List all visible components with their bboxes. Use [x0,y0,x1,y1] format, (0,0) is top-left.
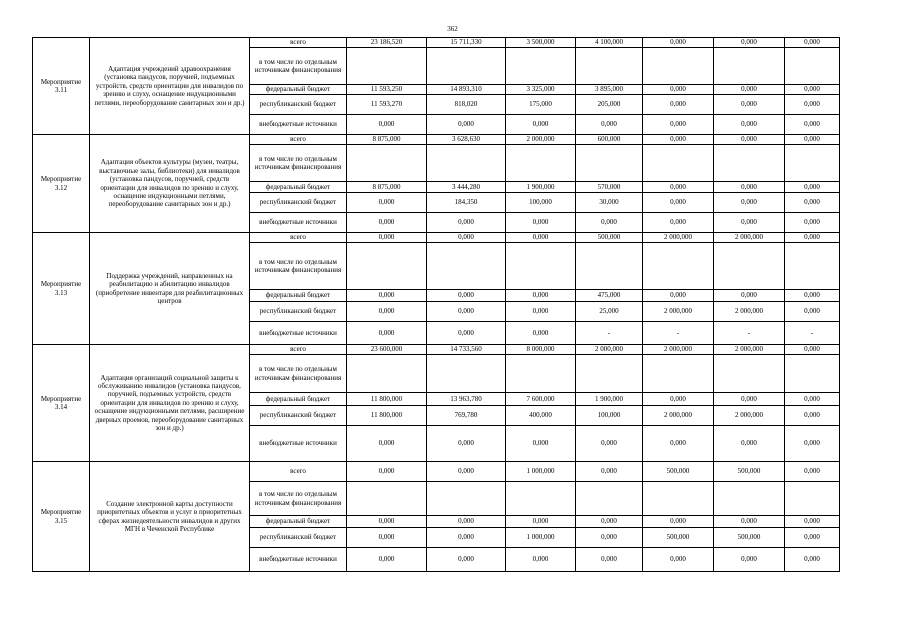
measure-description: Адаптация объектов культуры (музеи, театры, выставочные залы, библиотеки) для инвалидов (установка пандусов, поручней, средств ориентации для инвалидов по зрению и слуху, оснащение индукционными петлями, переоборудование санитарных зон и др.) [90,135,250,233]
amount-cell [785,145,840,182]
amount-cell: 2 000,000 [643,302,714,322]
table-row [33,233,840,243]
amount-cell: 23 600,000 [347,345,427,355]
amount-cell: 600,000 [576,135,643,145]
amount-cell: 0,000 [506,290,576,302]
amount-cell: 0,000 [506,213,576,233]
amount-cell: 0,000 [427,528,506,548]
amount-cell: 500,000 [714,528,785,548]
amount-cell: 0,000 [643,548,714,572]
amount-cell: 0,000 [576,548,643,572]
amount-cell: 0,000 [785,462,840,482]
amount-cell: 0,000 [714,426,785,462]
amount-cell: 2 000,000 [714,233,785,243]
amount-cell: - [714,322,785,345]
measure-description: Создание электронной карты доступности приоритетных объектов и услуг в приоритетных сферах жизнедеятельности инвалидов и других МГН в Чеченской Республике [90,462,250,572]
amount-cell: 23 186,520 [347,38,427,48]
funding-source: внебюджетные источники [250,213,347,233]
amount-cell: 100,000 [576,406,643,426]
amount-cell: 0,000 [576,516,643,528]
amount-cell [576,145,643,182]
amount-cell: 0,000 [347,290,427,302]
amount-cell: 1 000,000 [506,528,576,548]
amount-cell: 0,000 [643,38,714,48]
amount-cell: 0,000 [785,213,840,233]
amount-cell: 0,000 [643,115,714,135]
amount-cell: 0,000 [347,528,427,548]
funding-source: всего [250,462,347,482]
table-row [33,345,840,355]
budget-table [32,37,840,572]
amount-cell: 1 900,000 [576,393,643,406]
amount-cell: 0,000 [714,95,785,115]
funding-source: в том числе по отдельным источникам финансирования [250,355,347,393]
amount-cell: 0,000 [576,426,643,462]
measure-label: Мероприятие 3.11 [33,38,90,135]
amount-cell: 0,000 [785,345,840,355]
amount-cell: 11 593,270 [347,95,427,115]
measure-description: Адаптация организаций социальной защиты к обслуживанию инвалидов (установка пандусов, поручней, подъемных устройств, средств ориентации для инвалидов по зрению и слуху, оснащение индукционными петлями, расширение дверных проемов, переоборудование санитарных зон и др.) [90,345,250,462]
amount-cell: 500,000 [576,233,643,243]
measure-description: Поддержка учреждений, направленных на реабилитацию и абилитацию инвалидов (приобретение инвентаря для реабилитационных центров [90,233,250,345]
amount-cell: 0,000 [347,115,427,135]
amount-cell: 8 875,000 [347,135,427,145]
amount-cell: 0,000 [347,462,427,482]
funding-source: федеральный бюджет [250,182,347,193]
measure-label: Мероприятие 3.14 [33,345,90,462]
funding-source: внебюджетные источники [250,426,347,462]
amount-cell: 8 000,000 [506,345,576,355]
amount-cell: 0,000 [506,302,576,322]
amount-cell: - [785,322,840,345]
amount-cell: 14 893,310 [427,85,506,95]
amount-cell [427,355,506,393]
funding-source: внебюджетные источники [250,115,347,135]
amount-cell: 0,000 [643,516,714,528]
amount-cell: 0,000 [506,426,576,462]
amount-cell: 0,000 [347,516,427,528]
amount-cell: 0,000 [576,528,643,548]
amount-cell: 3 628,630 [427,135,506,145]
amount-cell: 15 711,330 [427,38,506,48]
amount-cell: 7 600,000 [506,393,576,406]
amount-cell: 0,000 [576,115,643,135]
amount-cell [506,482,576,516]
amount-cell [347,243,427,290]
amount-cell: 0,000 [714,85,785,95]
amount-cell [347,145,427,182]
amount-cell [643,48,714,85]
amount-cell: 2 000,000 [714,345,785,355]
amount-cell: 0,000 [714,115,785,135]
amount-cell: 0,000 [427,322,506,345]
amount-cell [714,355,785,393]
amount-cell: 0,000 [427,548,506,572]
amount-cell [347,482,427,516]
amount-cell [643,355,714,393]
amount-cell [714,48,785,85]
funding-source: в том числе по отдельным источникам финансирования [250,145,347,182]
table-row [33,38,840,48]
amount-cell: 2 000,000 [576,345,643,355]
amount-cell: 25,000 [576,302,643,322]
amount-cell [506,243,576,290]
funding-source: республиканский бюджет [250,95,347,115]
amount-cell: 2 000,000 [714,406,785,426]
amount-cell: 475,000 [576,290,643,302]
amount-cell: 11 593,250 [347,85,427,95]
funding-source: республиканский бюджет [250,528,347,548]
amount-cell [427,145,506,182]
amount-cell: 0,000 [506,548,576,572]
amount-cell: 0,000 [427,462,506,482]
amount-cell: 8 875,000 [347,182,427,193]
amount-cell: 0,000 [643,95,714,115]
funding-source: всего [250,38,347,48]
amount-cell [427,243,506,290]
amount-cell [643,243,714,290]
amount-cell: 0,000 [643,193,714,213]
amount-cell: 0,000 [427,426,506,462]
amount-cell: 0,000 [785,95,840,115]
funding-source: всего [250,345,347,355]
amount-cell: 769,780 [427,406,506,426]
amount-cell: 4 100,000 [576,38,643,48]
amount-cell: 205,000 [576,95,643,115]
amount-cell: 0,000 [427,233,506,243]
amount-cell: 2 000,000 [506,135,576,145]
amount-cell: 0,000 [785,548,840,572]
funding-source: республиканский бюджет [250,193,347,213]
amount-cell [506,145,576,182]
amount-cell: 11 800,000 [347,393,427,406]
amount-cell [427,48,506,85]
amount-cell: 0,000 [347,548,427,572]
amount-cell: 500,000 [643,462,714,482]
measure-label: Мероприятие 3.13 [33,233,90,345]
amount-cell [643,482,714,516]
amount-cell: 0,000 [785,182,840,193]
amount-cell: 0,000 [643,290,714,302]
amount-cell: 0,000 [714,193,785,213]
amount-cell: 175,000 [506,95,576,115]
funding-source: федеральный бюджет [250,516,347,528]
amount-cell: 0,000 [643,426,714,462]
amount-cell: 500,000 [714,462,785,482]
amount-cell: 0,000 [714,393,785,406]
amount-cell: 0,000 [785,233,840,243]
amount-cell: 2 000,000 [643,345,714,355]
amount-cell: 0,000 [506,233,576,243]
amount-cell: 0,000 [714,548,785,572]
amount-cell: 3 500,000 [506,38,576,48]
amount-cell: 2 000,000 [643,406,714,426]
amount-cell [347,355,427,393]
funding-source: федеральный бюджет [250,393,347,406]
amount-cell: 0,000 [576,213,643,233]
amount-cell [643,145,714,182]
amount-cell [785,482,840,516]
amount-cell: 1 900,000 [506,182,576,193]
funding-source: всего [250,135,347,145]
measure-label: Мероприятие 3.12 [33,135,90,233]
amount-cell: 0,000 [427,302,506,322]
amount-cell: 500,000 [643,528,714,548]
amount-cell: 0,000 [714,213,785,233]
amount-cell: 0,000 [785,528,840,548]
amount-cell [576,355,643,393]
funding-source: внебюджетные источники [250,322,347,345]
funding-source: федеральный бюджет [250,290,347,302]
amount-cell: 2 000,000 [643,233,714,243]
amount-cell: 0,000 [785,135,840,145]
amount-cell: 0,000 [785,290,840,302]
amount-cell [506,355,576,393]
amount-cell: 0,000 [785,38,840,48]
amount-cell: 0,000 [347,322,427,345]
amount-cell: - [643,322,714,345]
amount-cell [347,48,427,85]
amount-cell: 0,000 [785,115,840,135]
amount-cell: 0,000 [785,85,840,95]
amount-cell [714,243,785,290]
amount-cell: 0,000 [347,302,427,322]
amount-cell: 0,000 [427,213,506,233]
amount-cell: 0,000 [506,322,576,345]
amount-cell: 0,000 [785,193,840,213]
table-row [33,135,840,145]
amount-cell: 0,000 [643,85,714,95]
amount-cell: 0,000 [785,393,840,406]
funding-source: в том числе по отдельным источникам финансирования [250,48,347,85]
amount-cell: 30,000 [576,193,643,213]
amount-cell: 11 800,000 [347,406,427,426]
amount-cell: 0,000 [643,213,714,233]
amount-cell: 0,000 [714,135,785,145]
amount-cell: 0,000 [714,38,785,48]
amount-cell: 0,000 [785,426,840,462]
amount-cell: 3 444,280 [427,182,506,193]
amount-cell [506,48,576,85]
amount-cell: 3 895,000 [576,85,643,95]
amount-cell: 0,000 [643,182,714,193]
amount-cell: 0,000 [347,426,427,462]
amount-cell: 0,000 [785,302,840,322]
amount-cell: 0,000 [714,290,785,302]
amount-cell: 0,000 [643,393,714,406]
amount-cell [785,355,840,393]
amount-cell: 400,000 [506,406,576,426]
amount-cell: 818,020 [427,95,506,115]
amount-cell: 0,000 [347,193,427,213]
amount-cell: 0,000 [347,233,427,243]
amount-cell [785,48,840,85]
amount-cell: - [576,322,643,345]
measure-label: Мероприятие 3.15 [33,462,90,572]
amount-cell: 0,000 [427,115,506,135]
amount-cell: 0,000 [785,516,840,528]
amount-cell: 0,000 [427,516,506,528]
amount-cell [785,243,840,290]
amount-cell: 13 963,780 [427,393,506,406]
amount-cell: 100,000 [506,193,576,213]
amount-cell: 3 325,000 [506,85,576,95]
page-number: 362 [447,25,458,33]
amount-cell: 0,000 [427,290,506,302]
amount-cell: 0,000 [714,182,785,193]
amount-cell: 570,000 [576,182,643,193]
table-row [33,462,840,482]
amount-cell [576,48,643,85]
amount-cell [576,482,643,516]
amount-cell: 0,000 [576,462,643,482]
amount-cell: 0,000 [714,516,785,528]
amount-cell: 1 000,000 [506,462,576,482]
amount-cell: 184,350 [427,193,506,213]
funding-source: в том числе по отдельным источникам финансирования [250,482,347,516]
funding-source: республиканский бюджет [250,406,347,426]
funding-source: федеральный бюджет [250,85,347,95]
funding-source: внебюджетные источники [250,548,347,572]
funding-source: всего [250,233,347,243]
amount-cell: 14 733,560 [427,345,506,355]
amount-cell [576,243,643,290]
amount-cell [714,482,785,516]
amount-cell [714,145,785,182]
amount-cell: 2 000,000 [714,302,785,322]
amount-cell: 0,000 [347,213,427,233]
funding-source: республиканский бюджет [250,302,347,322]
measure-description: Адаптация учреждений здравоохранения (установка пандусов, поручней, подъемных устройств, средств ориентации для инвалидов по зрению и слуху, оснащение индукционными петлями, переоборудование санитарных зон и др.) [90,38,250,135]
amount-cell [427,482,506,516]
amount-cell: 0,000 [643,135,714,145]
amount-cell: 0,000 [785,406,840,426]
amount-cell: 0,000 [506,115,576,135]
amount-cell: 0,000 [506,516,576,528]
funding-source: в том числе по отдельным источникам финансирования [250,243,347,290]
